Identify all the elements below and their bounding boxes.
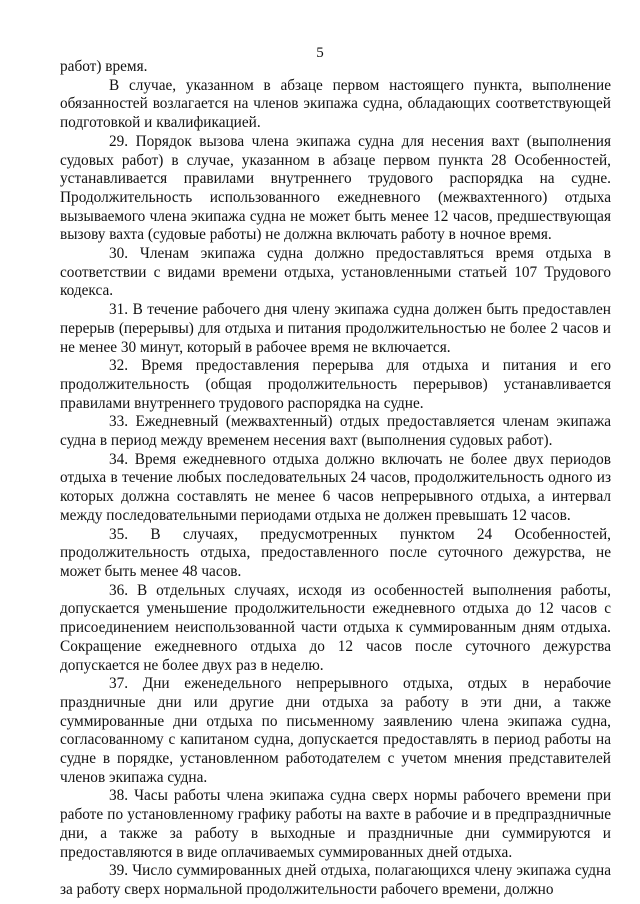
body-text — [60, 58, 611, 900]
paragraph-continuation: работ) время. — [60, 58, 148, 75]
paragraph-35: 35. В случаях, предусмотренных пунктом 24 Особенностей, продолжительность отдыха, предоставленного после суточного дежурства, не может быть менее 48 часов. — [60, 525, 611, 580]
paragraph-34: 34. Время ежедневного отдыха должно включать не более двух периодов отдыха в течение любых последовательных 24 часов, продолжительность одного из которых должна составлять не менее 6 часов непрерывного отдыха, а интервал между последовательными периодами отдыха не должен превышать 12 часов. — [60, 450, 611, 524]
paragraph-32: 32. Время предоставления перерыва для отдыха и питания и его продолжительность (общая продолжительность перерывов) устанавливается правилами внутреннего трудового распорядка на судне. — [60, 357, 611, 412]
paragraph: В случае, указанном в абзаце первом настоящего пункта, выполнение обязанностей возлагается на членов экипажа судна, обладающих соответствующей подготовкой и квалификацией. — [60, 76, 611, 132]
paragraph-39: 39. Число суммированных дней отдыха, полагающихся члену экипажа судна за работу сверх нормальной продолжительности рабочего времени, должно — [60, 862, 611, 898]
paragraph-31: 31. В течение рабочего дня члену экипажа судна должен быть предоставлен перерыв (перерывы) для отдыха и питания продолжительностью не более 2 часов и не менее 30 минут, который в рабочее время не включается. — [60, 301, 611, 356]
page-number: 5 — [316, 45, 324, 61]
paragraph-38: 38. Часы работы члена экипажа судна сверх нормы рабочего времени при работе по установленному графику работы на вахте в рабочие и в предпраздничные дни, а также за работу в выходные и праздничные дни суммируются и предоставляются в виде оплачиваемых суммированных дней отдыха. — [60, 787, 611, 861]
paragraph-30: 30. Членам экипажа судна должно предоставляться время отдыха в соответствии с видами времени отдыха, установленными статьей 107 Трудового кодекса. — [60, 245, 611, 300]
paragraph-29: 29. Порядок вызова члена экипажа судна для несения вахт (выполнения судовых работ) в случае, указанном в абзаце первом пункта 28 Особенностей, устанавливается правилами внутреннего трудового распорядка на судне. Продолжительность использованного ежедневного (межвахтенного) отдыха вызываемого члена экипажа судна не может быть менее 12 часов, предшествующая вызову вахта (судовые работы) не должна включать работу в ночное время. — [60, 132, 611, 244]
paragraph-37: 37. Дни еженедельного непрерывного отдыха, отдых в нерабочие праздничные дни или другие дни отдыха за работу в эти дни, а также суммированные дни отдыха по письменному заявлению члена экипажа судна, согласованному с капитаном судна, допускается предоставлять в период работы на судне в порядке, установленном работодателем с учетом мнения представителей членов экипажа судна. — [60, 675, 611, 786]
paragraph-36: 36. В отдельных случаях, исходя из особенностей выполнения работы, допускается уменьшение продолжительности ежедневного отдыха до 12 часов с присоединением неиспользованной части отдыха к суммированным дням отдыха. Сокращение ежедневного отдыха до 12 часов после суточного дежурства допускается не более двух раз в неделю. — [60, 581, 611, 674]
paragraph-33: 33. Ежедневный (межвахтенный) отдых предоставляется членам экипажа судна в период между временем несения вахт (выполнения судовых работ). — [60, 413, 611, 450]
